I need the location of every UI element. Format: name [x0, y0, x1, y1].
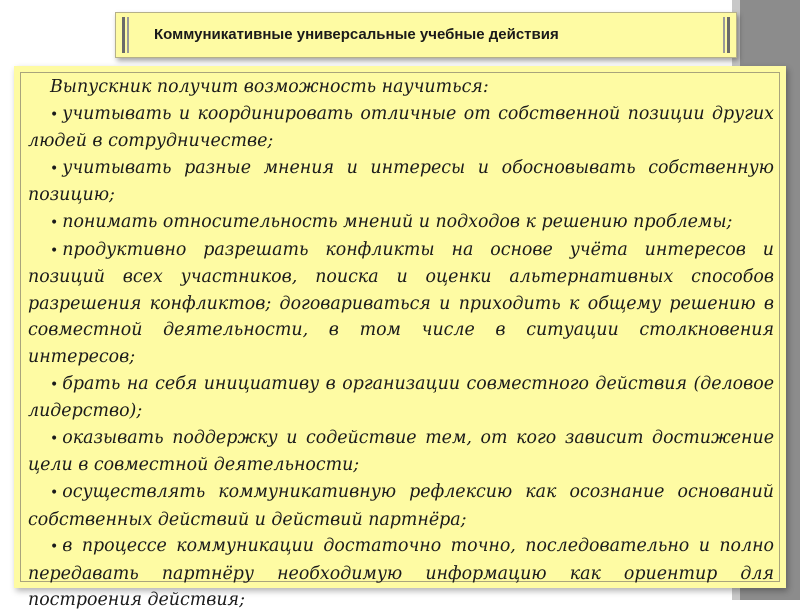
list-item-text: осуществлять коммуникативную рефлексию как осознание оснований собственных действий и действий партнёра;: [28, 481, 774, 530]
title-right-bar-inner: [723, 17, 725, 53]
list-item-text: в процессе коммуникации достаточно точно, последовательно и полно передавать партнёру необходимую информацию как ориентир для построения действия;: [28, 536, 774, 611]
bullet-icon: •: [50, 376, 59, 393]
title-right-bar: [727, 17, 730, 53]
list-item: [28, 209, 774, 237]
content-text: [28, 74, 774, 614]
list-item-text: понимать относительность мнений и подходов к решению проблемы;: [62, 211, 733, 232]
content-panel: [14, 66, 786, 611]
bullet-icon: •: [50, 484, 59, 501]
bullet-icon: •: [50, 539, 59, 556]
bullet-icon: •: [50, 242, 59, 259]
intro-text: Выпускник получит возможность научиться:: [50, 77, 489, 97]
list-item: [28, 237, 774, 371]
title-left-bar-inner: [127, 17, 129, 53]
list-item-text: оказывать поддержку и содействие тем, от кого зависит достижение цели в совместной деятельности;: [28, 427, 774, 476]
bullet-icon: •: [50, 160, 59, 177]
list-item: [28, 479, 774, 533]
list-item: [28, 533, 774, 614]
slide-title: Коммуникативные универсальные учебные действия: [154, 26, 559, 43]
list-item: [28, 425, 774, 479]
bullet-icon: •: [50, 106, 59, 123]
bullet-icon: •: [50, 214, 59, 231]
bullet-icon: •: [50, 430, 59, 447]
list-item: [28, 155, 774, 209]
list-item-text: учитывать разные мнения и интересы и обосновывать собственную позицию;: [28, 157, 774, 206]
title-panel: [115, 12, 737, 58]
list-item-text: продуктивно разрешать конфликты на основе учёта интересов и позиций всех участников, поиска и оценки альтернативных способов разрешения конфликтов; договариваться и приходить к общему решению в совместной деятельности, в том числе в ситуации столкновения интересов;: [28, 239, 774, 367]
list-item-text: учитывать и координировать отличные от собственной позиции других людей в сотрудничестве;: [28, 103, 774, 152]
list-item: [28, 101, 774, 155]
list-item-text: брать на себя инициативу в организации совместного действия (деловое лидерство);: [28, 373, 774, 422]
list-item: [28, 371, 774, 425]
title-left-bar: [122, 17, 125, 53]
